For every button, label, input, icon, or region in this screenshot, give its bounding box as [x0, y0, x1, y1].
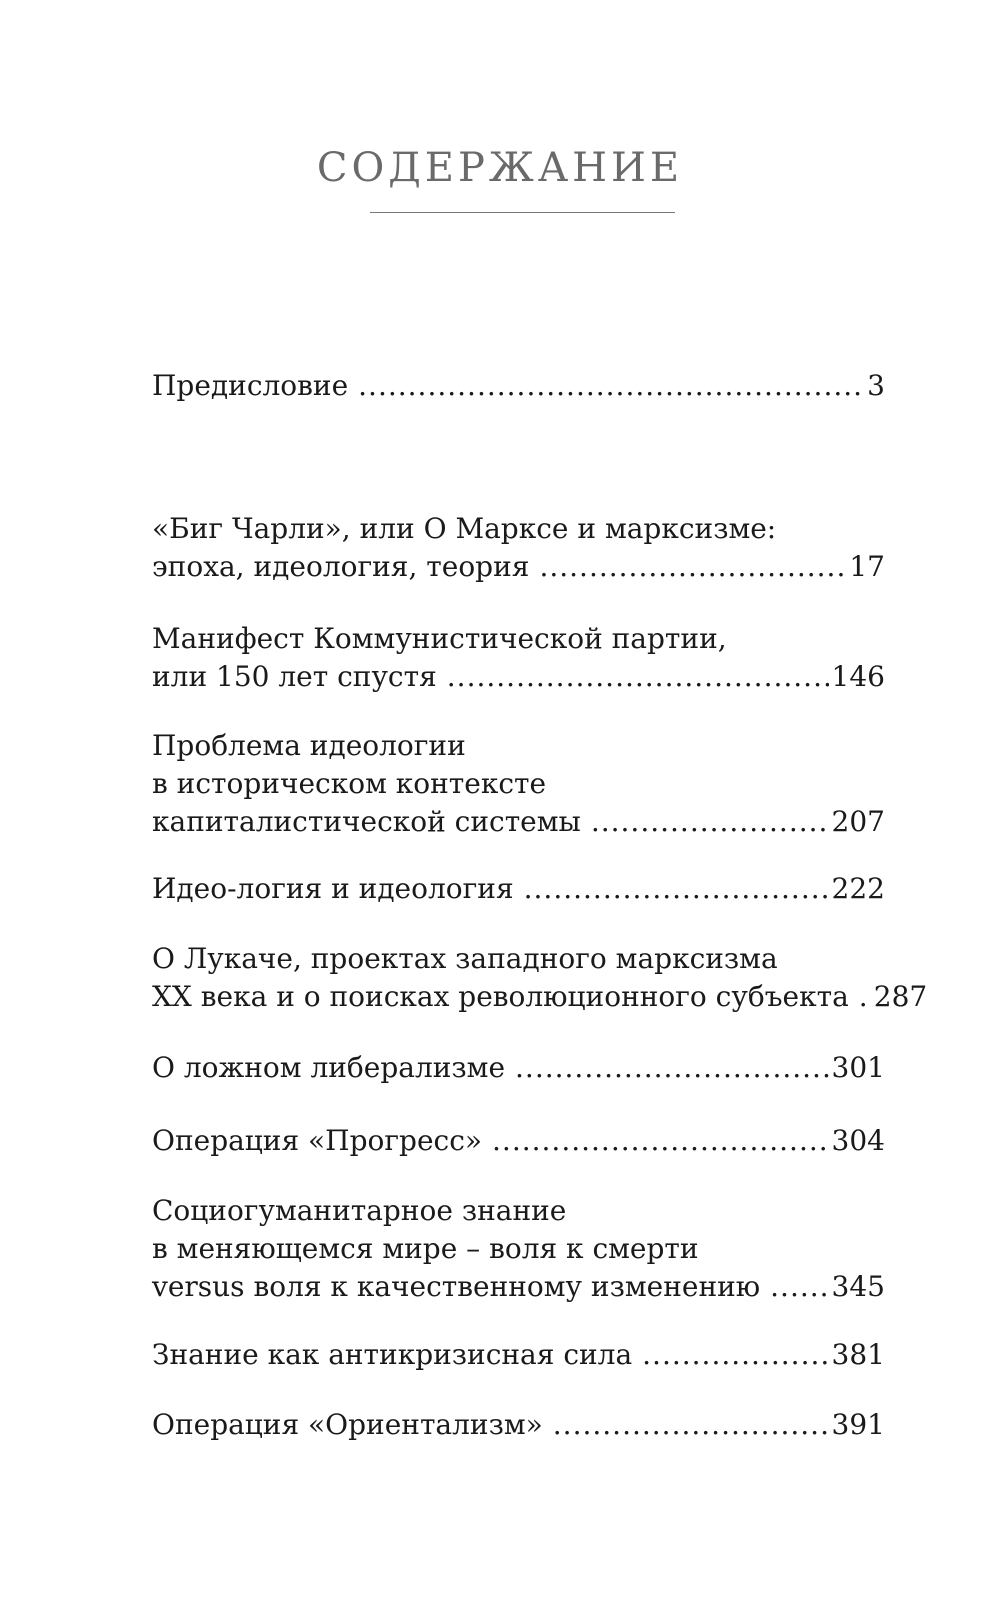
dot-leader [539, 548, 846, 586]
toc-entry-title: или 150 лет спустя [152, 660, 437, 693]
toc-entry-title: Идео-логия и идеология [152, 872, 514, 905]
page-number: 222 [831, 872, 885, 905]
page-number: 391 [831, 1408, 885, 1441]
toc-line: Проблема идеологии [152, 729, 466, 762]
toc-line [152, 1406, 885, 1444]
page-title: СОДЕРЖАНИЕ [316, 145, 684, 191]
toc-line [152, 1268, 885, 1306]
toc-entry-false-liberalism[interactable] [152, 1049, 885, 1087]
toc-entry-title: Операция «Ориентализм» [152, 1408, 543, 1441]
toc-entry-title: О ложном либерализме [152, 1051, 506, 1084]
toc-entry-manifesto[interactable] [152, 620, 885, 696]
toc-line [152, 1336, 885, 1374]
toc-entry-lukacs[interactable] [152, 940, 928, 1016]
dot-leader [591, 803, 829, 841]
toc-line [152, 548, 885, 586]
toc-entry-social-humanitarian[interactable] [152, 1192, 885, 1306]
dot-leader [553, 1406, 829, 1444]
toc-entry-preface[interactable] [152, 367, 885, 405]
toc-entry-title: Знание как антикризисная сила [152, 1338, 633, 1371]
toc-line: в историческом контексте [152, 767, 547, 800]
page-number: 345 [831, 1270, 885, 1303]
toc-line: в меняющемся мире – воля к смерти [152, 1232, 699, 1265]
page-number: 301 [831, 1051, 885, 1084]
toc-line [152, 803, 885, 841]
toc-entry-title: XX века и о поисках революционного субъекта [152, 980, 849, 1013]
dot-leader [447, 658, 829, 696]
toc-entry-title: Операция «Прогресс» [152, 1124, 483, 1157]
toc-line: О Лукаче, проектах западного марксизма [152, 942, 778, 975]
dot-leader [642, 1336, 828, 1374]
toc-entry-knowledge[interactable] [152, 1336, 885, 1374]
dot-leader [770, 1268, 828, 1306]
toc-entry-ideo-logy[interactable] [152, 870, 885, 908]
toc-line: «Биг Чарли», или О Марксе и марксизме: [152, 512, 777, 545]
toc-entry-title: Предисловие [152, 369, 349, 402]
toc-entry-operation-orientalism[interactable] [152, 1406, 885, 1444]
page-number: 3 [867, 369, 885, 402]
page-number: 287 [873, 980, 928, 1013]
page-number: 146 [831, 660, 885, 693]
page-number: 381 [831, 1338, 885, 1371]
toc-line [152, 1049, 885, 1087]
toc-line: Социогуманитарное знание [152, 1194, 567, 1227]
dot-leader [492, 1122, 829, 1160]
toc-entry-title: эпоха, идеология, теория [152, 550, 530, 583]
title-divider [370, 212, 675, 213]
toc-line [152, 870, 885, 908]
toc-line [152, 1122, 885, 1160]
toc-entry-operation-progress[interactable] [152, 1122, 885, 1160]
page-number: 17 [849, 550, 885, 583]
toc-entry-title: versus воля к качественному изменению [152, 1270, 761, 1303]
dot-leader [524, 870, 829, 908]
toc-line [152, 978, 928, 1016]
toc-entry-title: капиталистической системы [152, 805, 581, 838]
page-number: 304 [831, 1124, 885, 1157]
dot-leader [859, 978, 871, 1016]
dot-leader [358, 367, 864, 405]
toc-line: Манифест Коммунистической партии, [152, 622, 727, 655]
page-number: 207 [831, 805, 885, 838]
toc-line [152, 658, 885, 696]
toc-entry-ideology-problem[interactable] [152, 727, 885, 841]
toc-line [152, 367, 885, 405]
dot-leader [515, 1049, 829, 1087]
toc-entry-big-charlie[interactable] [152, 510, 885, 586]
